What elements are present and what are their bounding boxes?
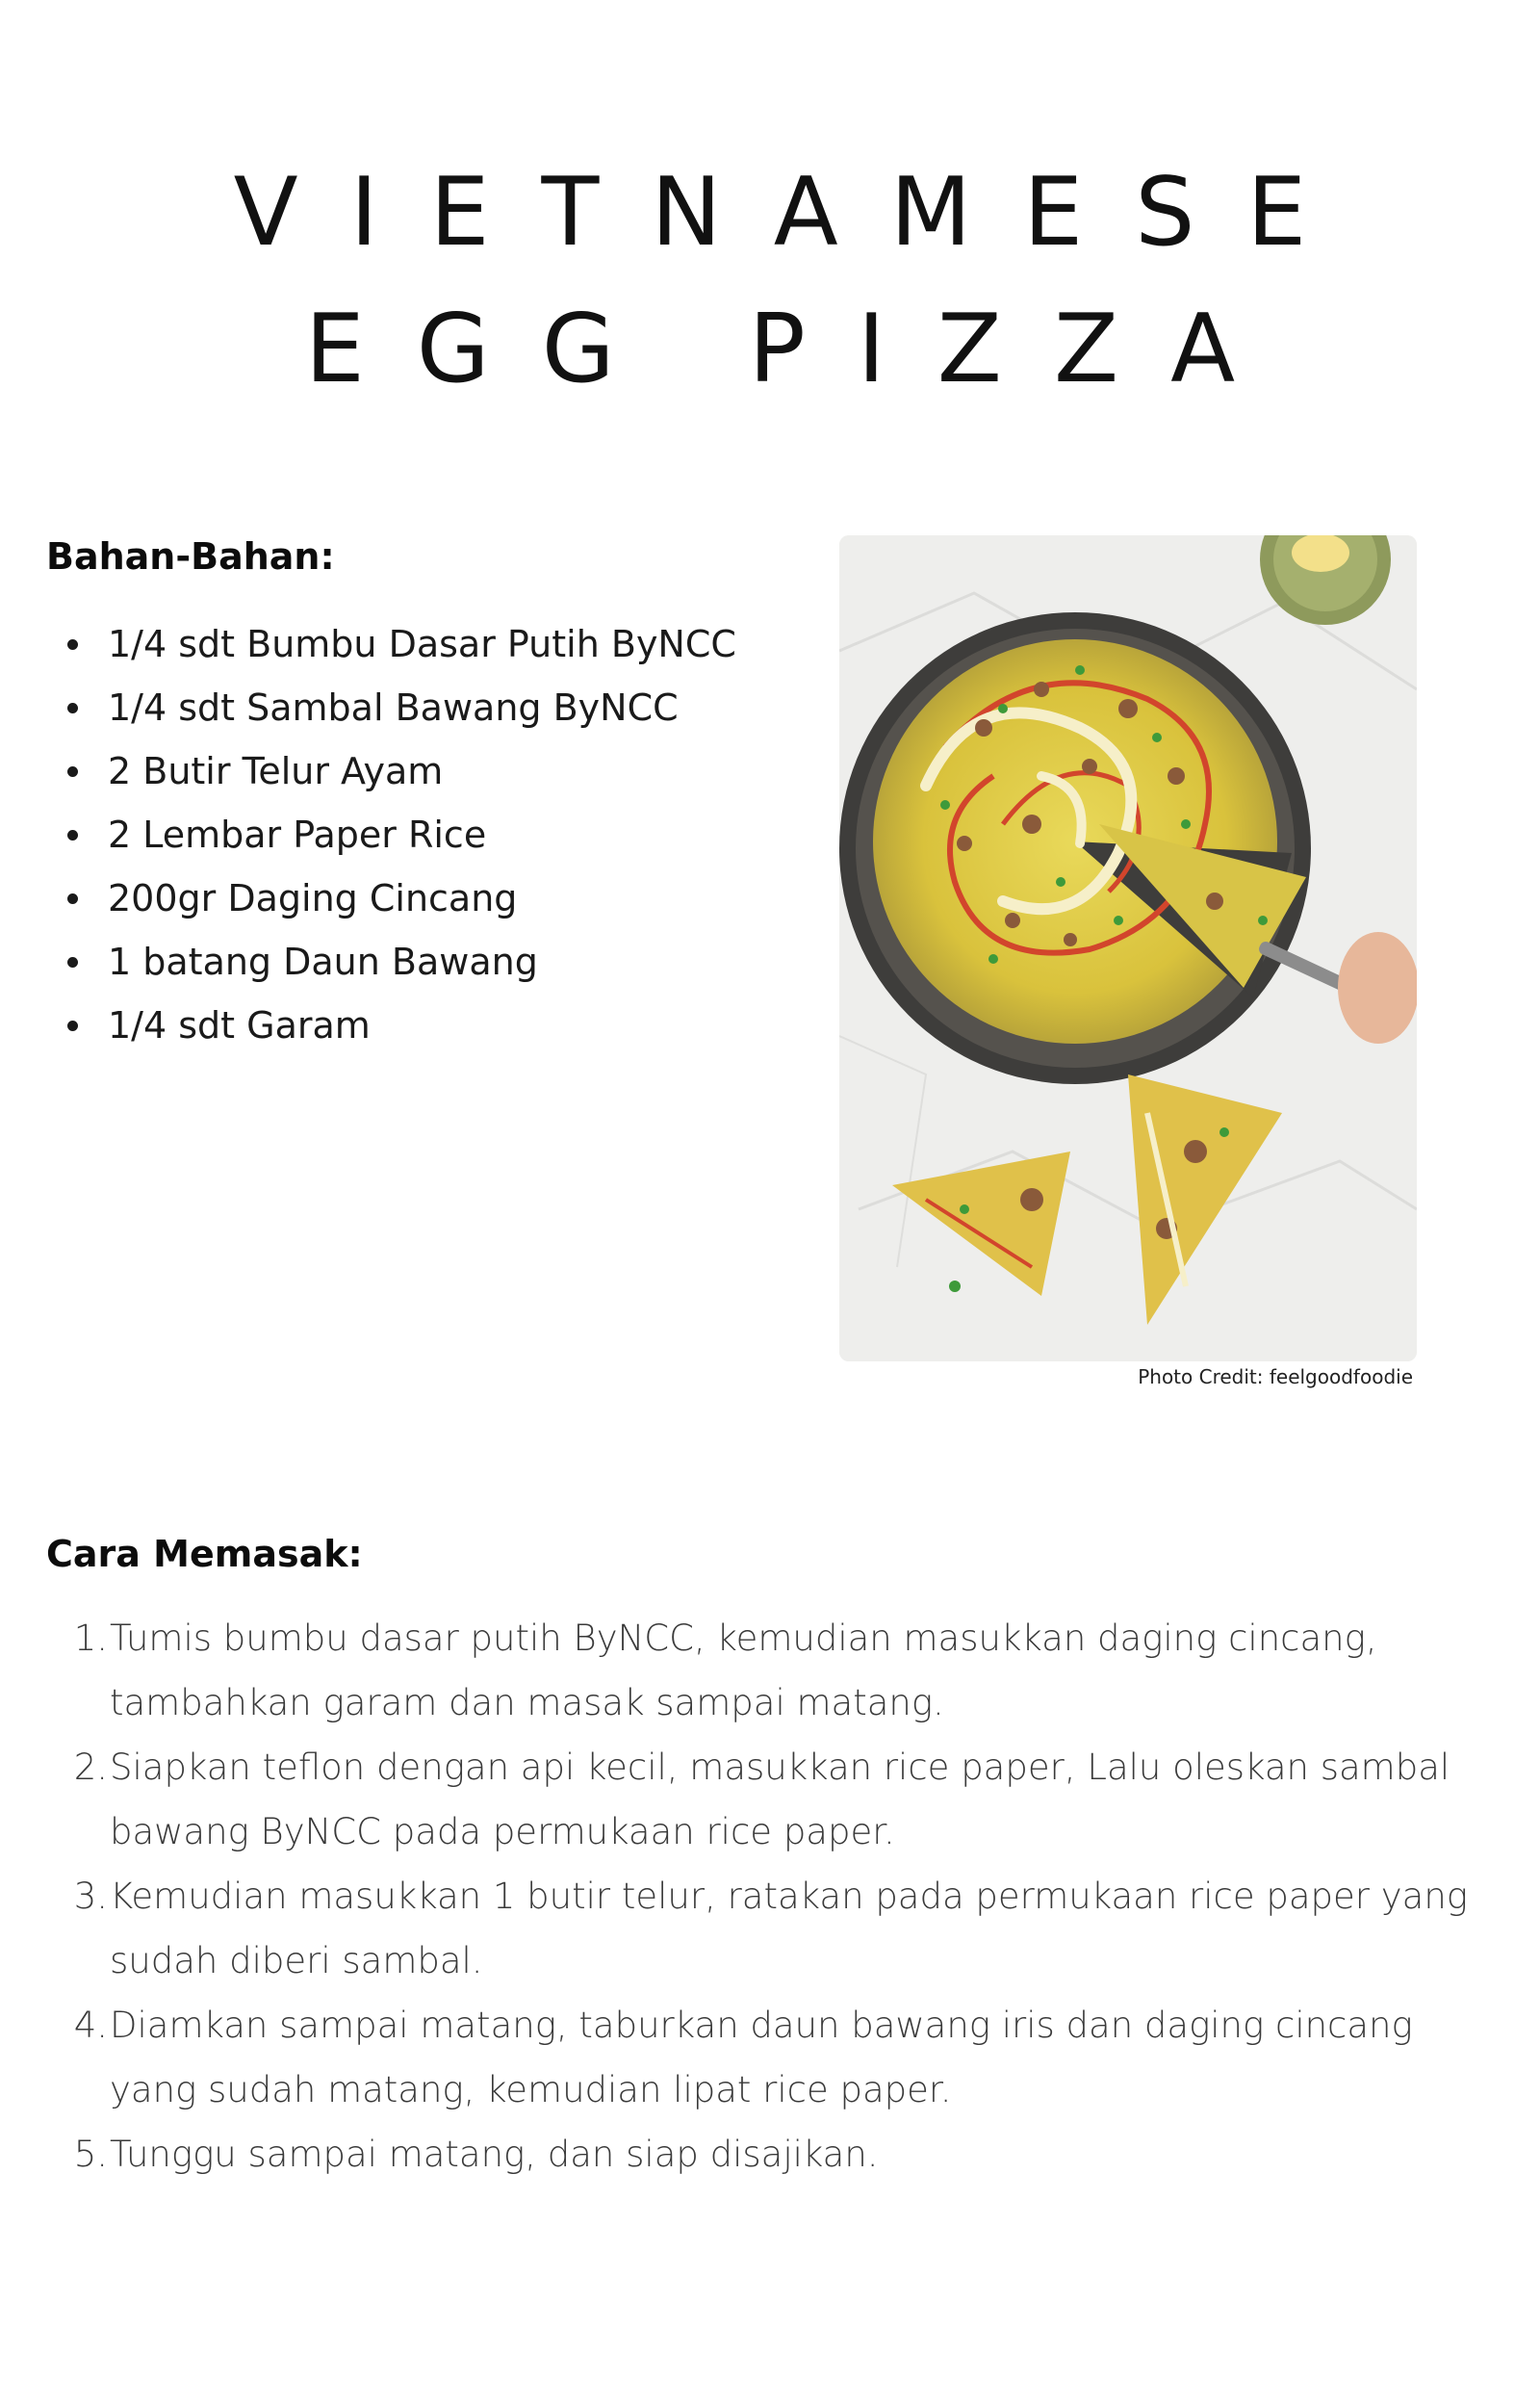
step-text: Tunggu sampai matang, dan siap disajikan. [110,2134,879,2175]
step-number: 4. [73,2005,108,2046]
ingredient-item: 200gr Daging Cincang [46,867,797,930]
step-item [46,1606,1490,1735]
step-text: Diamkan sampai matang, taburkan daun bawang iris dan daging cincang yang sudah matang, kemudian lipat rice paper. [110,2005,1413,2110]
recipe-title [0,144,1540,418]
title-line-1: VIETNAMESE [233,158,1359,268]
step-item [46,2122,1490,2187]
ingredient-item: 2 Lembar Paper Rice [46,803,797,867]
step-text: Kemudian masukkan 1 butir telur, ratakan pada permukaan rice paper yang sudah diberi sambal. [110,1876,1469,1981]
step-number: 2. [73,1747,108,1788]
ingredient-item: 1 batang Daun Bawang [46,930,797,994]
title-line-2: EGG PIZZA [304,295,1288,404]
step-text: Siapkan teflon dengan api kecil, masukkan rice paper, Lalu oleskan sambal bawang ByNCC pada permukaan rice paper. [110,1747,1450,1852]
step-number: 1. [73,1618,108,1659]
step-number: 5. [73,2134,108,2175]
ingredient-item: 2 Butir Telur Ayam [46,739,797,803]
ingredients-heading: Bahan-Bahan: [46,535,335,578]
ingredient-item: 1/4 sdt Garam [46,994,797,1057]
egg-pizza-illustration [839,535,1417,1361]
ingredient-item: 1/4 sdt Bumbu Dasar Putih ByNCC [46,612,797,676]
steps-list [46,1606,1490,2187]
ingredient-item: 1/4 sdt Sambal Bawang ByNCC [46,676,797,739]
photo-credit: Photo Credit: feelgoodfoodie [1138,1365,1413,1388]
step-item [46,1735,1490,1864]
step-text: Tumis bumbu dasar putih ByNCC, kemudian masukkan daging cincang, tambahkan garam dan masak sampai matang. [110,1618,1377,1723]
egg-pizza-photo [839,535,1417,1361]
method-heading: Cara Memasak: [46,1533,363,1575]
step-item [46,1864,1490,1993]
ingredients-list [46,612,797,1057]
ingredients-section [46,535,797,1057]
step-item [46,1993,1490,2122]
hand [1338,932,1417,1044]
step-number: 3. [73,1876,108,1917]
method-section [46,1533,1490,2187]
